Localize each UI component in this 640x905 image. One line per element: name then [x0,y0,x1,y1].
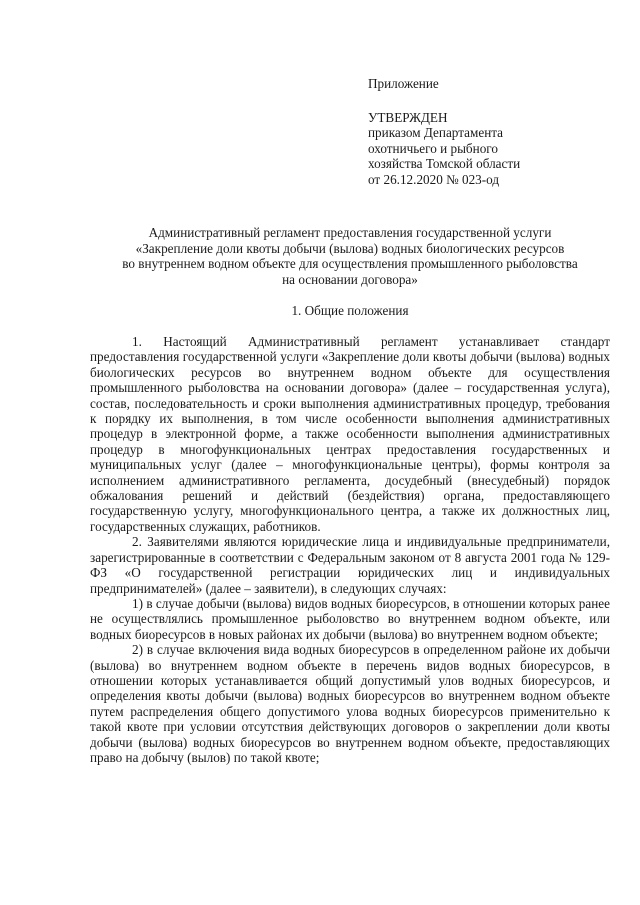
appendix-label: Приложение [368,76,439,91]
approved-heading: УТВЕРЖДЕН [368,109,448,125]
approved-date-number: от 26.12.2020 № 023-од [368,171,500,187]
approval-block [368,76,618,188]
document-body [90,334,610,765]
approved-line: охотничьего и рыбного [368,140,498,156]
section-heading: 1. Общие положения [291,303,409,318]
approved-line: хозяйства Томской области [368,156,521,172]
document-title [90,225,610,287]
paragraph: 2. Заявителями являются юридические лица и индивидуальные предприниматели, зарегистрированные в соответствии с Федеральным законом от 8 августа 2001 года № 129-ФЗ «О государственной регистрации юридических лиц и индивидуальных предпринимателей» (далее – заявители), в следующих случаях: [90,534,610,596]
approved-line: приказом Департамента [368,125,504,141]
title-line: на основании договора» [282,271,418,287]
approval-stamp [368,110,618,188]
title-line: во внутреннем водном объекте для осуществления промышленного рыболовства [122,256,578,272]
paragraph: 1. Настоящий Административный регламент устанавливает стандарт предоставления государственной услуги «Закрепление доли квоты добычи (вылова) водных биологических ресурсов во внутреннем водном объекте для осуществления промышленного рыболовства на основании договора» (далее – государственная услуга), состав, последовательность и сроки выполнения административных процедур, требования к порядку их выполнения, в том числе особенности выполнения административных процедур в электронной форме, а также особенности выполнения административных процедур в многофункциональных центрах предоставления государственных и муниципальных услуг (далее – многофункциональные центры), формы контроля за исполнением административного регламента, досудебный (внесудебный) порядок обжалования решений и действий (бездействия) органа, предоставляющего государственную услугу, многофункционального центра, а также их должностных лиц, государственных служащих, работников. [90,334,610,534]
title-line: «Закрепление доли квоты добычи (вылова) водных биологических ресурсов [135,240,565,256]
paragraph: 1) в случае добычи (вылова) видов водных биоресурсов, в отношении которых ранее не осуществлялись промышленное рыболовство во внутреннем водном объекте, или водных биоресурсов в новых районах их добычи (вылова) во внутреннем водном объекте; [90,595,610,642]
title-line: Административный регламент предоставления государственной услуги [148,225,552,240]
paragraph: 2) в случае включения вида водных биоресурсов в определенном районе их добычи (вылова) во внутреннем водном объекте в перечень видов водных биоресурсов, в отношении которых устанавливается общий допустимый улов водных биоресурсов, и определения квоты добычи (вылова) водных биоресурсов во внутреннем водном объекте путем распределения общего допустимого улова водных биоресурсов применительно к такой квоте при условии отсутствия действующих договоров о закреплении доли квоты добычи (вылова) водных биоресурсов во внутреннем водном объекте, предоставляющих право на добычу (вылов) по такой квоте; [90,642,610,765]
